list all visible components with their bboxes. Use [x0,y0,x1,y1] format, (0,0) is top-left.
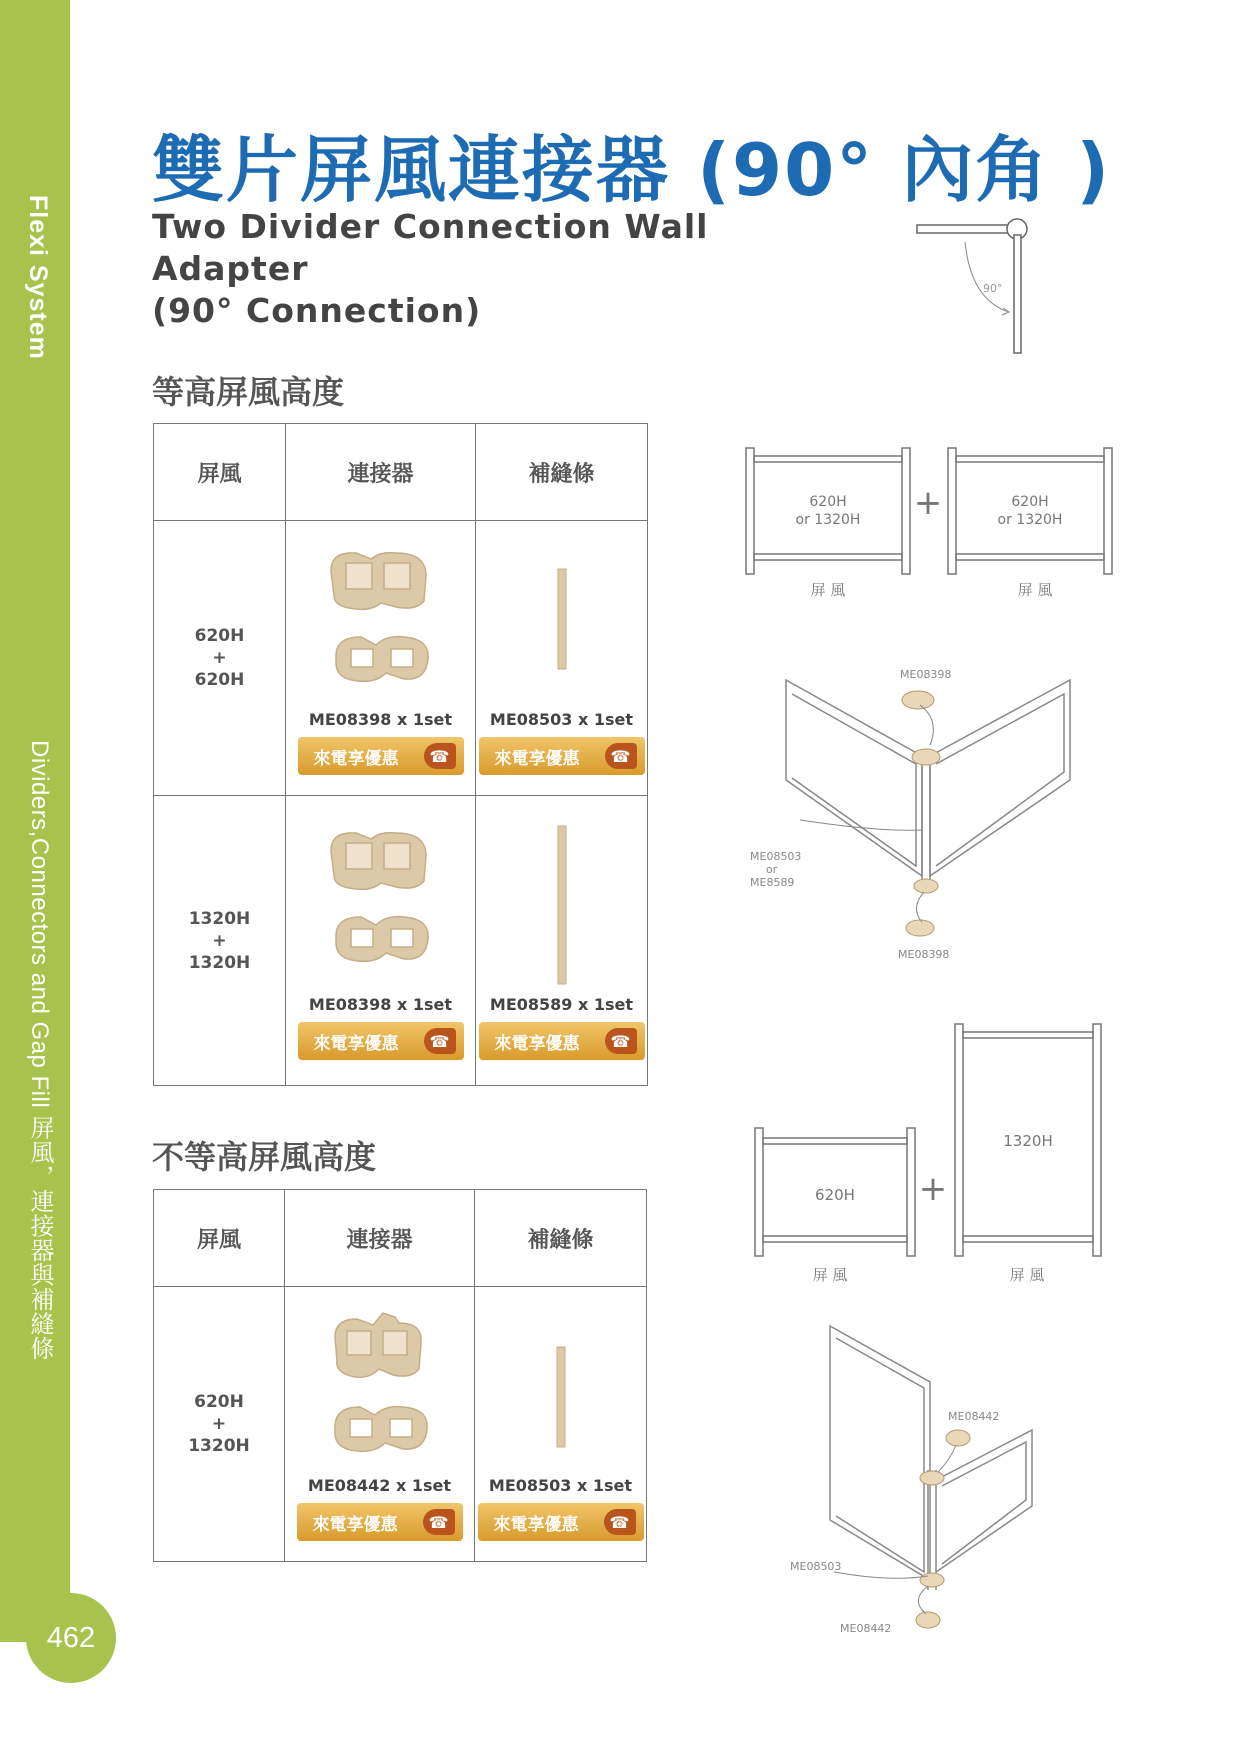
panel-caption: 屏 風 [1009,1266,1045,1283]
call-promo-button[interactable] [298,737,464,775]
phone-icon: ☎ [605,743,637,769]
filler-code: ME08503 x 1set [489,710,634,729]
connector-image [316,541,446,706]
connector-code: ME08442 x 1set [307,1476,452,1495]
col-header-divider: 屏風 [154,424,286,521]
equal-panels-diagram [740,440,1120,610]
panel-caption: 屏 風 [810,581,846,599]
promo-label: 來電享優惠 [494,1033,580,1054]
part-label: ME08503 [750,850,802,863]
section-unequal-heading: 不等高屏風高度 [152,1138,377,1176]
col-header-divider: 屏風 [154,1190,285,1287]
section-name: Flexi System [24,195,52,360]
promo-label: 來電享優惠 [313,748,399,769]
promo-label: 來電享優惠 [494,748,580,769]
equal-assembly-diagram [740,660,1100,980]
connector-code: ME08398 x 1set [308,995,453,1014]
col-header-connector: 連接器 [286,424,476,521]
connector-image [316,821,446,991]
phone-icon: ☎ [423,1509,455,1535]
call-promo-button[interactable] [298,1022,464,1060]
call-promo-button[interactable] [479,1022,645,1060]
col-header-filler: 補縫條 [476,424,648,521]
part-label: ME8589 [750,876,795,889]
size-label: 620H + 620H [194,626,245,690]
promo-label: 來電享優惠 [312,1514,398,1535]
angle-diagram [905,200,1070,360]
filler-code: ME08503 x 1set [488,1476,633,1495]
sidebar-text [22,195,53,1361]
panel-label: 620H or 1320H [795,494,861,528]
svg-text:+: + [913,483,943,523]
part-label: ME08398 [898,948,950,961]
size-label: 620H + 1320H [188,1392,250,1456]
part-label: ME08503 [790,1560,842,1573]
equal-height-table [153,423,648,1086]
filler-code: ME08589 x 1set [489,995,634,1014]
filler-strip-image [547,821,577,991]
table-row [154,796,648,1086]
angle-label: 90° [983,282,1003,295]
subtitle-line-2: (90° Connection) [152,291,482,330]
connector-image [315,1307,445,1472]
subtitle-line-1: Two Divider Connection Wall Adapter [152,207,709,288]
promo-label: 來電享優惠 [493,1514,579,1535]
panel-label-small: 620H [815,1186,855,1204]
svg-text:+: + [918,1169,948,1209]
phone-icon: ☎ [604,1509,636,1535]
table-row [154,1287,647,1562]
panel-label: 620H or 1320H [997,494,1063,528]
col-header-filler: 補縫條 [475,1190,647,1287]
unequal-assembly-diagram [770,1320,1070,1645]
panel-caption: 屏 風 [812,1266,848,1283]
panel-label-large: 1320H [1003,1132,1053,1150]
phone-icon: ☎ [424,1028,456,1054]
part-label: ME08442 [948,1410,1000,1423]
connector-code: ME08398 x 1set [308,710,453,729]
phone-icon: ☎ [605,1028,637,1054]
section-equal-heading: 等高屏風高度 [152,373,345,411]
section-subtitle: Dividers,Connectors and Gap Fill 屏風，連接器與補縫條 [26,740,53,1361]
part-label: or [766,863,778,876]
table-row [154,521,648,796]
call-promo-button[interactable] [297,1503,463,1541]
unequal-panels-diagram [745,1018,1105,1283]
call-promo-button[interactable] [479,737,645,775]
page-subtitle [152,206,872,332]
filler-strip-image [547,541,577,706]
promo-label: 來電享優惠 [313,1033,399,1054]
page-title: 雙片屏風連接器 (90° 內角 ) [152,128,1112,212]
part-label: ME08442 [840,1622,892,1635]
part-label: ME08398 [900,668,952,681]
size-label: 1320H + 1320H [188,908,251,973]
filler-strip-image [546,1307,576,1472]
panel-caption: 屏 風 [1017,581,1053,599]
call-promo-button[interactable] [478,1503,644,1541]
page-number: 462 [26,1593,116,1683]
phone-icon: ☎ [424,743,456,769]
col-header-connector: 連接器 [285,1190,475,1287]
unequal-height-table [153,1189,647,1562]
